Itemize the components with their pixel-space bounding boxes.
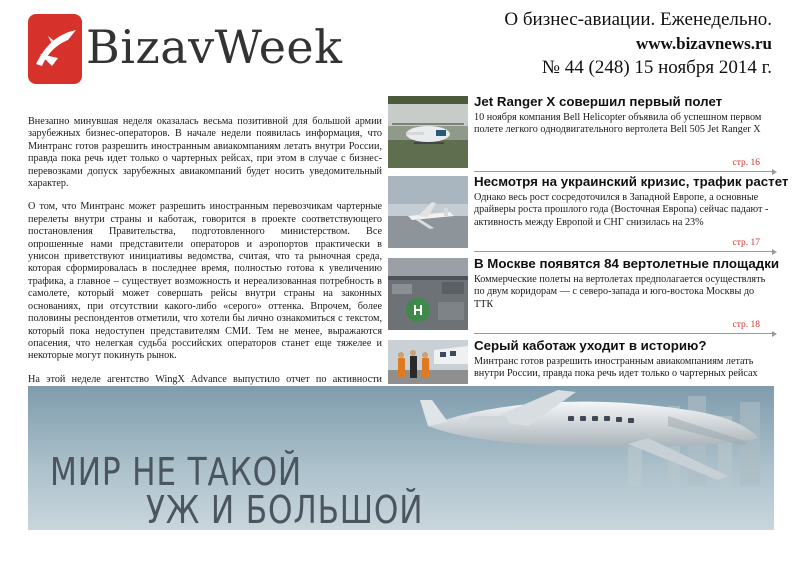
- news-item[interactable]: [388, 96, 774, 172]
- news-page-ref[interactable]: стр. 16: [732, 158, 760, 168]
- jet-photo: [388, 176, 468, 248]
- banner-headline-2: УЖ И БОЛЬШОЙ: [146, 488, 424, 530]
- ad-banner[interactable]: [28, 386, 774, 530]
- news-title[interactable]: Серый каботаж уходит в историю?: [474, 338, 707, 353]
- news-page-ref[interactable]: стр. 17: [732, 238, 760, 248]
- news-item[interactable]: [388, 174, 789, 252]
- news-title[interactable]: Несмотря на украинский кризис, трафик растет: [474, 174, 789, 189]
- news-page-ref[interactable]: стр. 18: [732, 320, 760, 330]
- masthead-info: [504, 8, 772, 80]
- news-summary: Однако весь рост сосредоточился в Западной Европе, а основные драйверы роста прошлого года (Восточная Европа) сейчас падают - активность между Европой и СНГ снизилась на 23%: [474, 192, 769, 228]
- news-summary: Минтранс готов разрешить иностранным авиакомпаниям летать внутри России, правда пока речь идет только о чартерных рейсах: [474, 356, 758, 380]
- tagline: О бизнес-авиации. Еженедельно.: [504, 9, 772, 30]
- banner-headline-1: МИР НЕ ТАКОЙ: [50, 450, 303, 494]
- lead-paragraph: На этой неделе агентство WingX Advance выпустило отчет по активности: [28, 373, 382, 385]
- logo-mark: [28, 14, 82, 84]
- helicopter-photo: [388, 96, 468, 168]
- news-item[interactable]: [388, 338, 774, 380]
- lead-paragraph: Внезапно минувшая неделя оказалась весьма позитивной для большой армии зарубежных бизнес-операторов. В начале недели появилась информация, что Минтранс готов разрешить иностранным авиакомпаниям летать внутри России, правда пока речь идет только о чартерных рейсах, при этом в случае с бизнес-перевозками допуск зарубежных авиакомпаний будет носить уведомительный характер.: [28, 116, 382, 190]
- news-summary: 10 ноября компания Bell Helicopter объявила об успешном первом полете легкого однодвигательного вертолета Bell 505 Jet Ranger X: [474, 112, 762, 136]
- arrow-icon: [772, 331, 777, 337]
- site-url[interactable]: www.bizavnews.ru: [635, 34, 772, 53]
- divider: [474, 251, 774, 252]
- logo-wordmark: BizavWeek: [86, 20, 343, 74]
- news-title[interactable]: В Москве появятся 84 вертолетные площадки: [474, 256, 780, 271]
- helipad-photo: [388, 258, 468, 330]
- lead-paragraph: О том, что Минтранс может разрешить иностранным перевозчикам чартерные перелеты внутри страны и каботаж, говорится в проекте соответствующего постановления Правительства, подготовленного министерством. Все опрошенные нами представители операторов и аэропортов практически в унисон приветствуют инициативы ведомства, считая, что та рыночная среда, которая сформировалась в последнее время, полностью готова к увеличению трафика, а главное – существует возможность и нереализованная потребность в самолете, который может совершать рейсы внутри страны на законных основаниях, при отсутствии какого-либо «серого» оттенка. Впрочем, более половины респондентов отметили, что хотели бы лично ознакомиться с текстом, который пока недоступен представителям СМИ. Тем не менее, выражаются опасения, что нелегкая судьба российских операторов станет еще тяжелее и некоторые могут покинуть рынок.: [28, 201, 382, 362]
- news-summary: Коммерческие полеты на вертолетах предполагается осуществлять по двум коридорам — с северо-запада и юго-востока Москвы до ТТК: [474, 274, 766, 310]
- logo-plane-icon: [28, 14, 82, 84]
- crew-photo: [388, 340, 468, 384]
- divider: [474, 171, 774, 172]
- issue-number: № 44 (248) 15 ноября 2014 г.: [541, 57, 772, 78]
- news-item[interactable]: [388, 256, 780, 334]
- divider: [474, 333, 774, 334]
- news-title[interactable]: Jet Ranger X совершил первый полет: [474, 94, 723, 109]
- arrow-icon: [772, 249, 777, 255]
